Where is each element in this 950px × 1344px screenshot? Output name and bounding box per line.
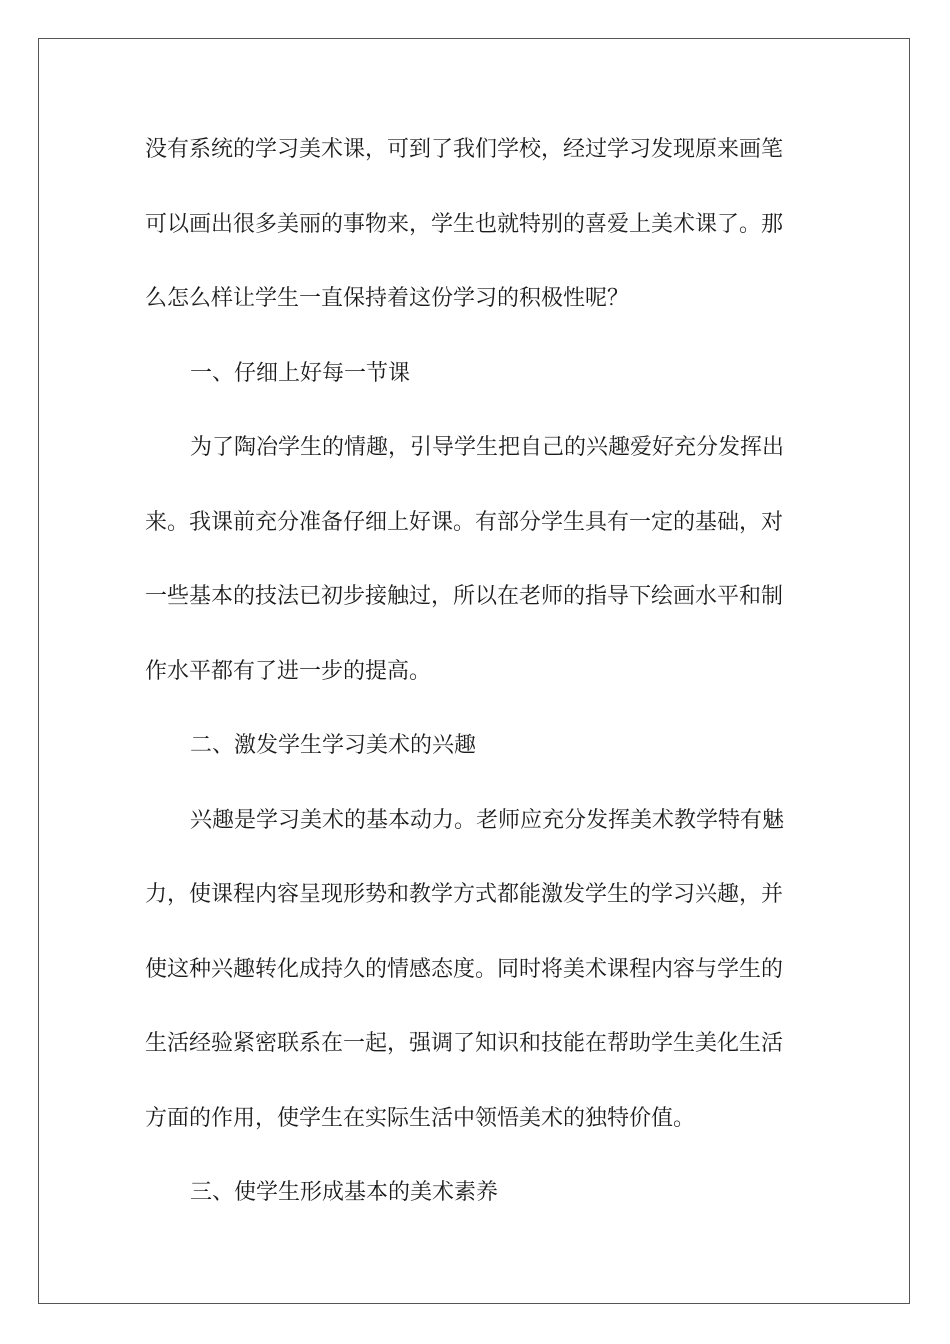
paragraph-start: 为了陶冶学生的情趣，引导学生把自己的兴趣爱好充分发挥出 (190, 435, 785, 460)
text-line: 生活经验紧密联系在一起，强调了知识和技能在帮助学生美化生活 (145, 1031, 784, 1056)
section-heading-2: 二、激发学生学习美术的兴趣 (190, 733, 477, 758)
paragraph-start: 兴趣是学习美术的基本动力。老师应充分发挥美术教学特有魅 (190, 807, 785, 833)
text-line: 作水平都有了进一步的提高。 (145, 658, 432, 684)
text-line: 力，使课程内容呈现形势和教学方式都能激发学生的学习兴趣，并 (145, 882, 784, 907)
section-heading-3: 三、使学生形成基本的美术素养 (190, 1180, 499, 1205)
section-heading-1: 一、仔细上好每一节课 (190, 360, 411, 386)
text-line: 方面的作用，使学生在实际生活中领悟美术的独特价值。 (145, 1105, 696, 1131)
document-body (145, 126, 800, 1244)
text-line: 来。我课前充分准备仔细上好课。有部分学生具有一定的基础，对 (145, 509, 784, 535)
text-line: 使这种兴趣转化成持久的情感态度。同时将美术课程内容与学生的 (145, 956, 784, 982)
text-line: 可以画出很多美丽的事物来，学生也就特别的喜爱上美术课了。那 (145, 211, 784, 237)
text-line: 么怎么样让学生一直保持着这份学习的积极性呢？ (145, 286, 630, 311)
text-line: 没有系统的学习美术课，可到了我们学校，经过学习发现原来画笔 (145, 137, 784, 162)
text-line: 一些基本的技法已初步接触过，所以在老师的指导下绘画水平和制 (145, 584, 784, 609)
